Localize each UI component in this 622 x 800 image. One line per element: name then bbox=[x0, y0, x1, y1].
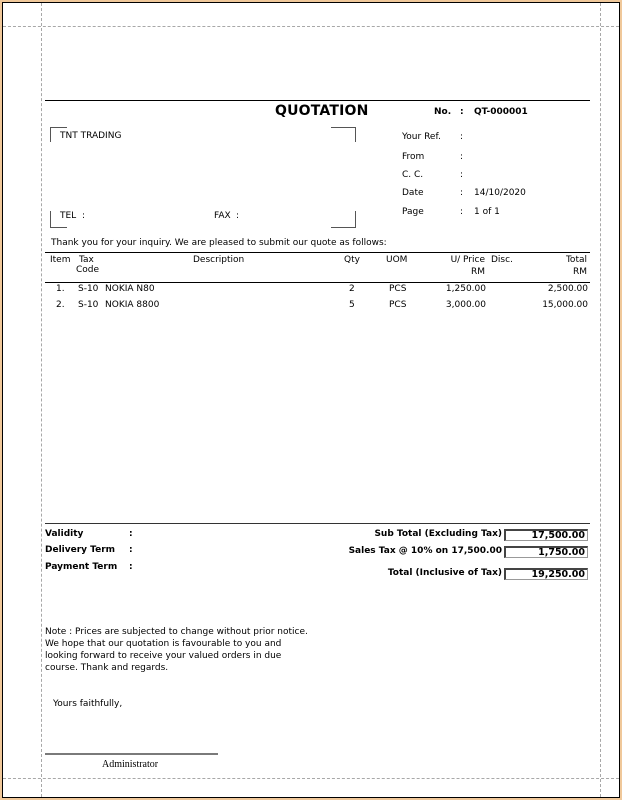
row-uom: PCS bbox=[389, 300, 407, 310]
info-label-page: Page bbox=[402, 207, 424, 217]
address-corner-br bbox=[331, 211, 356, 228]
signatory-name: Administrator bbox=[102, 759, 159, 770]
subtotal-value: 17,500.00 bbox=[504, 529, 588, 541]
header-total: Total bbox=[565, 255, 587, 265]
intro-text: Thank you for your inquiry. We are pleased to submit our quote as follows: bbox=[51, 238, 387, 248]
left-margin-guide bbox=[41, 3, 42, 797]
bottom-margin-guide bbox=[3, 778, 619, 779]
info-label-cc: C. C. bbox=[402, 170, 424, 180]
report-page bbox=[2, 2, 620, 798]
term-colon: : bbox=[129, 545, 133, 555]
quotation-number: QT-000001 bbox=[474, 107, 528, 117]
note-line-4: course. Thank and regards. bbox=[45, 663, 169, 673]
header-total-currency: RM bbox=[572, 267, 587, 277]
row-unit-price: 3,000.00 bbox=[445, 300, 486, 310]
tel-label: TEL bbox=[60, 211, 77, 221]
tel-colon: : bbox=[82, 211, 86, 221]
sales-tax-label: Sales Tax @ 10% on 17,500.00 bbox=[348, 546, 502, 556]
info-label-from: From bbox=[402, 152, 425, 162]
header-uom: UOM bbox=[386, 255, 408, 265]
header-unit-price-currency: RM bbox=[470, 267, 485, 277]
row-total: 15,000.00 bbox=[542, 300, 588, 310]
header-qty: Qty bbox=[344, 255, 360, 265]
row-uom: PCS bbox=[389, 284, 407, 294]
address-corner-tr bbox=[331, 127, 356, 142]
term-label-delivery: Delivery Term bbox=[45, 545, 116, 555]
header-disc: Disc. bbox=[491, 255, 513, 265]
info-colon: : bbox=[460, 170, 464, 180]
document-title: QUOTATION bbox=[275, 103, 369, 119]
row-total: 2,500.00 bbox=[547, 284, 588, 294]
row-tax-code: S-10 bbox=[78, 300, 99, 310]
row-description: NOKIA 8800 bbox=[105, 300, 160, 310]
table-header-rule bbox=[45, 282, 590, 283]
header-unit-price: U/ Price bbox=[450, 255, 485, 265]
info-colon: : bbox=[460, 152, 464, 162]
info-value-date: 14/10/2020 bbox=[474, 188, 526, 198]
header-tax: Tax bbox=[79, 255, 94, 265]
header-description: Description bbox=[193, 255, 245, 265]
term-label-validity: Validity bbox=[45, 529, 84, 539]
info-colon: : bbox=[460, 207, 464, 217]
note-line-2: We hope that our quotation is favourable to you and bbox=[45, 639, 282, 649]
row-item: 1. bbox=[56, 284, 65, 294]
info-colon: : bbox=[460, 188, 464, 198]
sales-tax-value: 1,750.00 bbox=[504, 546, 588, 558]
row-tax-code: S-10 bbox=[78, 284, 99, 294]
header-code: Code bbox=[76, 265, 100, 275]
term-colon: : bbox=[129, 562, 133, 572]
note-line-3: looking forward to receive your valued orders in due bbox=[45, 651, 282, 661]
closing-text: Yours faithfully, bbox=[53, 699, 123, 709]
footer-rule bbox=[45, 523, 590, 524]
row-item: 2. bbox=[56, 300, 65, 310]
term-colon: : bbox=[129, 529, 133, 539]
header-item: Item bbox=[50, 255, 71, 265]
fax-label: FAX bbox=[214, 211, 231, 221]
header-rule bbox=[45, 100, 590, 101]
grand-total-value: 19,250.00 bbox=[504, 568, 588, 580]
note-line-1: Note : Prices are subjected to change without prior notice. bbox=[45, 627, 308, 637]
top-margin-guide bbox=[3, 26, 619, 27]
row-description: NOKIA N80 bbox=[105, 284, 155, 294]
term-label-payment: Payment Term bbox=[45, 562, 118, 572]
info-label-your-ref: Your Ref. bbox=[402, 132, 441, 142]
grand-total-label: Total (Inclusive of Tax) bbox=[387, 568, 502, 578]
customer-name: TNT TRADING bbox=[60, 131, 122, 141]
signature-line bbox=[45, 753, 218, 755]
subtotal-label: Sub Total (Excluding Tax) bbox=[374, 529, 502, 539]
table-top-rule bbox=[45, 252, 590, 253]
info-value-page: 1 of 1 bbox=[474, 207, 500, 217]
fax-colon: : bbox=[236, 211, 240, 221]
row-qty: 5 bbox=[349, 300, 355, 310]
right-margin-guide bbox=[600, 3, 601, 797]
info-label-date: Date bbox=[402, 188, 424, 198]
info-colon: : bbox=[460, 132, 464, 142]
number-colon: : bbox=[460, 107, 464, 117]
number-label: No. bbox=[434, 107, 452, 117]
row-qty: 2 bbox=[349, 284, 355, 294]
row-unit-price: 1,250.00 bbox=[445, 284, 486, 294]
